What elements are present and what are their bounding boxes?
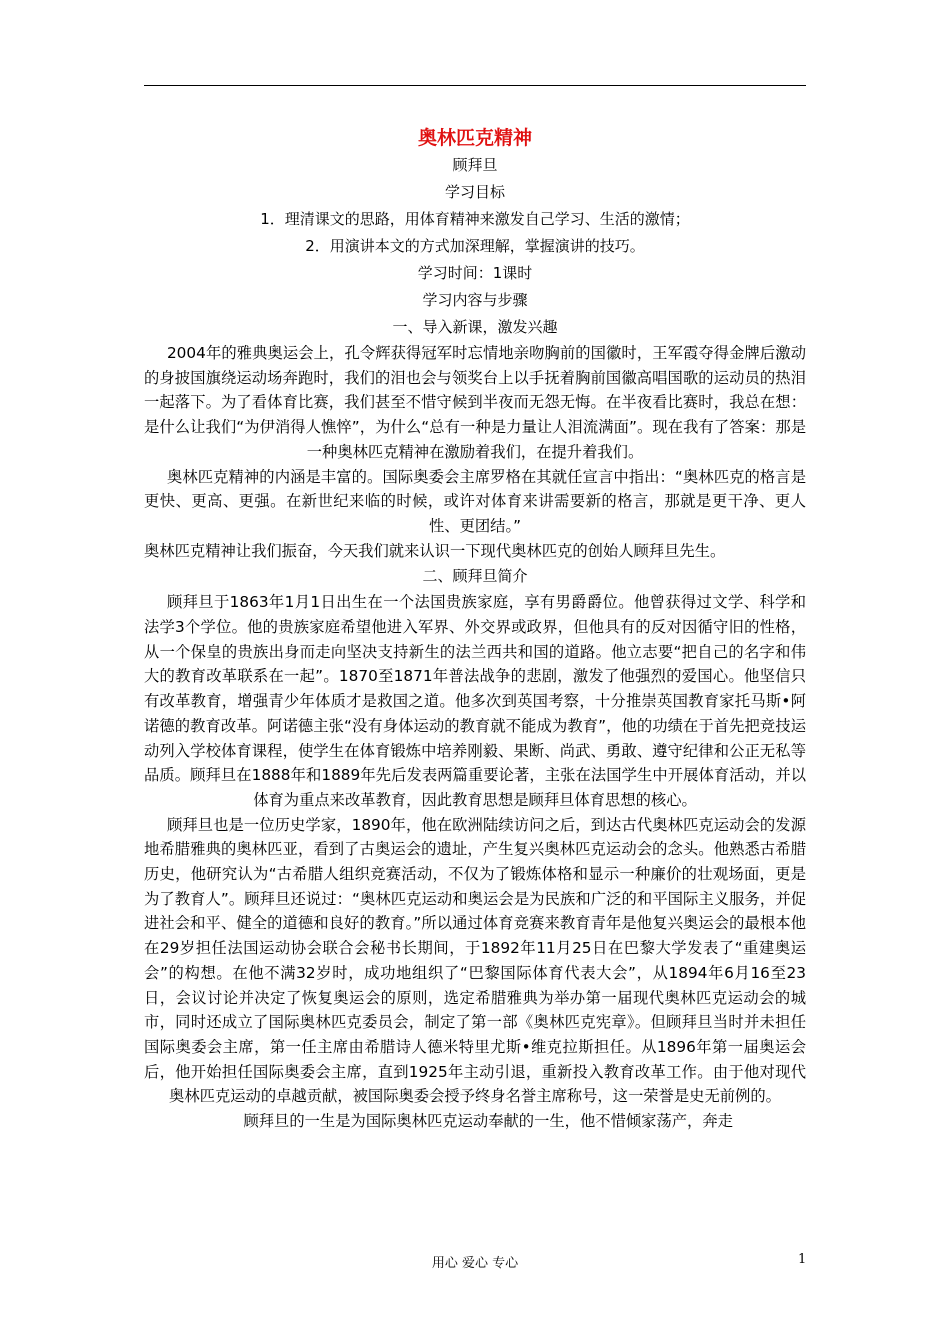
study-time: 学习时间：1课时 (417, 264, 533, 282)
page-number: 1 (798, 1252, 807, 1267)
author: 顾拜旦 (452, 156, 498, 174)
goal-item: 2．用演讲本文的方式加深理解，掌握演讲的技巧。 (305, 237, 645, 255)
goal-item: 1．理清课文的思路，用体育精神来激发自己学习、生活的激情； (260, 210, 690, 228)
paragraph: 顾拜旦的一生是为国际奥林匹克运动奉献的一生，他不惜倾家荡产，奔走 (243, 1112, 733, 1131)
footer-text: 用心 爱心 专心 (431, 1256, 519, 1271)
paragraph: 奥林匹克精神让我们振奋，今天我们就来认识一下现代奥林匹克的创始人顾拜旦先生。 (144, 541, 726, 560)
goal-heading: 学习目标 (444, 183, 505, 201)
section-heading: 二、顾拜旦简介 (422, 567, 528, 586)
paragraph: 顾拜旦也是一位历史学家，1890年，他在欧洲陆续访问之后，到达古代奥林匹克运动会的发源地希腊雅典的奥林匹亚，看到了古奥运会的遗址，产生复兴奥林匹克运动会的念头。他熟悉古希腊历史，他研究认为“古希腊人组织竞赛活动，不仅为了锻炼体格和显示一种廉价的壮观场面，更是为了教育人”。顾拜旦还说过：“奥林匹克运动和奥运会是为民族和广泛的和平国际主义服务，并促进社会和平、健全的道德和良好的教育。”所以通过体育竞赛来教育青年是他复兴奥运会的最根本他在29岁担任法国运动协会联合会秘书长期间，于1892年11月25日在巴黎大学发表了“重建奥运会”的构想。在他不满32岁时，成功地组织了“巴黎国际体育代表大会”，从1894年6月16至23日，会议讨论并决定了恢复奥运会的原则，选定希腊雅典为举办第一届现代奥林匹克运动会的城市，同时还成立了国际奥林匹克委员会，制定了第一部《奥林匹克宪章》。但顾拜旦当时并未担任国际奥委会主席，第一任主席由希腊诗人德米特里尤斯•维克拉斯担任。从1896年第一届奥运会后，他开始担任国际奥委会主席，直到1925年主动引退，重新投入教育改革工作。由于他对现代奥林匹克运动的卓越贡献，被国际奥委会授予终身名誉主席称号，这一荣誉是史无前例的。 (144, 815, 806, 1106)
paragraph: 顾拜旦于1863年1月1日出生在一个法国贵族家庭，享有男爵爵位。他曾获得过文学、科学和法学3个学位。他的贵族家庭希望他进入军界、外交界或政界，但他具有的反对因循守旧的性格，从一个保皇的贵族出身而走向坚决支持新生的法兰西共和国的道路。他立志要“把自己的名字和伟大的教育改革联系在一起”。1870至1871年普法战争的悲剧，激发了他强烈的爱国心。他坚信只有改革教育，增强青少年体质才是救国之道。他多次到英国考察，十分推崇英国教育家托马斯•阿诺德的教育改革。阿诺德主张“没有身体运动的教育就不能成为教育”，他的功绩在于首先把竞技运动列入学校体育课程，使学生在体育锻炼中培养刚毅、果断、尚武、勇敢、遵守纪律和公正无私等品质。顾拜旦在1888年和1889年先后发表两篇重要论著，主张在法国学生中开展体育活动，并以体育为重点来改革教育，因此教育思想是顾拜旦体育思想的核心。 (144, 593, 806, 809)
header-rule (144, 85, 806, 86)
steps-heading: 学习内容与步骤 (422, 291, 528, 309)
page-footer (0, 1252, 950, 1276)
document-body (144, 120, 806, 1134)
paragraph: 奥林匹克精神的内涵是丰富的。国际奥委会主席罗格在其就任宣言中指出：“奥林匹克的格言是更快、更高、更强。在新世纪来临的时候，或许对体育来讲需要新的格言，那就是更干净、更人性、更团结。” (144, 467, 806, 535)
document-title: 奥林匹克精神 (417, 127, 532, 149)
section-heading: 一、导入新课，激发兴趣 (392, 318, 558, 336)
paragraph: 2004年的雅典奥运会上，孔令辉获得冠军时忘情地亲吻胸前的国徽时，王军霞夺得金牌后激动的身披国旗绕运动场奔跑时，我们的泪也会与领奖台上以手抚着胸前国徽高唱国歌的运动员的热泪一起落下。为了看体育比赛，我们甚至不惜守候到半夜而无怨无悔。在半夜看比赛时，我总在想：是什么让我们“为伊消得人憔悴”，为什么“总有一种是力量让人泪流满面”。现在我有了答案：那是一种奥林匹克精神在激励着我们，在提升着我们。 (144, 344, 806, 461)
